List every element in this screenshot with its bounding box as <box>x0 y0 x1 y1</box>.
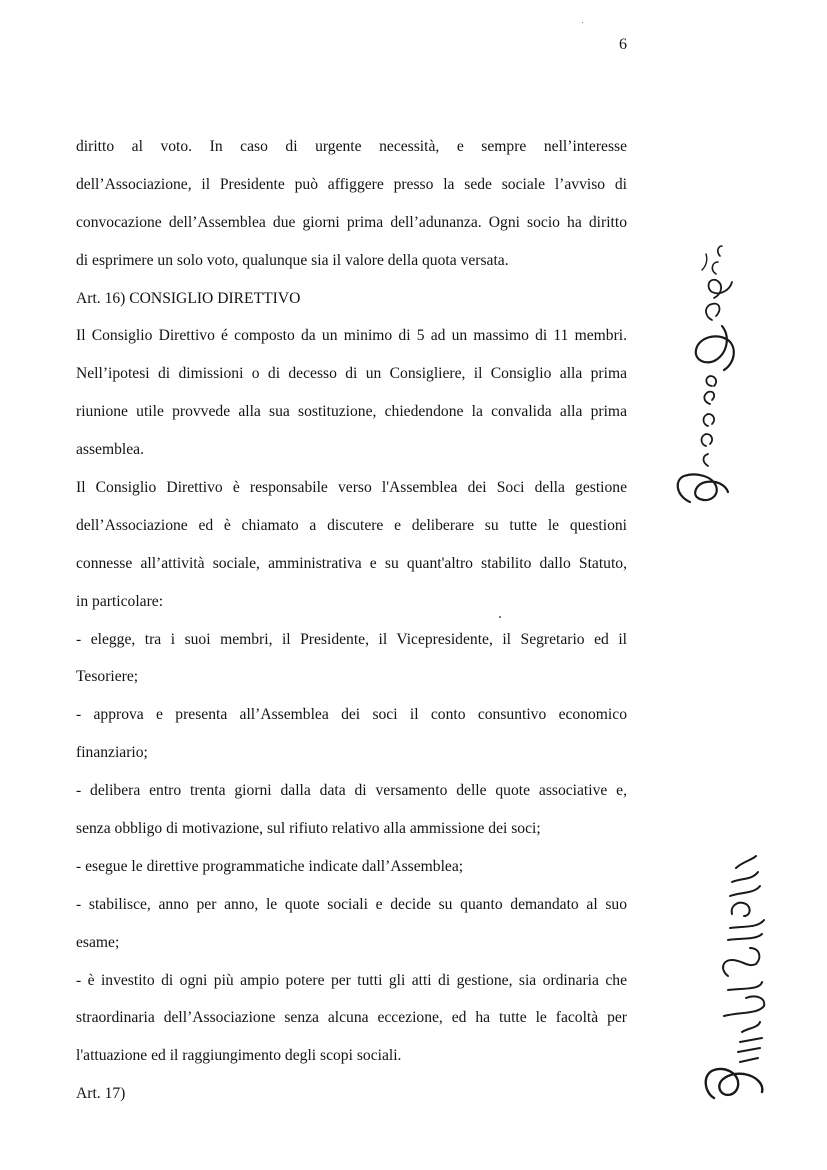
text-line: Il Consiglio Direttivo é composto da un minimo di 5 ad un massimo di 11 membri. <box>76 327 627 345</box>
text-line: Art. 17) <box>76 1085 126 1103</box>
text-line: - approva e presenta all’Assemblea dei soci il conto consuntivo economico <box>76 706 627 724</box>
text-line: in particolare: <box>76 592 164 610</box>
text-line: Tesoriere; <box>76 668 139 686</box>
text-line: assemblea. <box>76 441 144 459</box>
text-line: - stabilisce, anno per anno, le quote sociali e decide su quanto demandato al suo <box>76 895 627 913</box>
text-line: Il Consiglio Direttivo è responsabile verso l'Assemblea dei Soci della gestione <box>76 479 627 497</box>
page-number: 6 <box>619 36 627 53</box>
text-line: Nell’ipotesi di dimissioni o di decesso di un Consigliere, il Consiglio alla prima <box>76 365 627 383</box>
text-line: Art. 16) CONSIGLIO DIRETTIVO <box>76 289 301 307</box>
text-line: senza obbligo di motivazione, sul rifiuto relativo alla ammissione dei soci; <box>76 820 541 838</box>
text-line: finanziario; <box>76 744 148 762</box>
text-line: - è investito di ogni più ampio potere per tutti gli atti di gestione, sia ordinaria che <box>76 971 627 989</box>
text-line: - delibera entro trenta giorni dalla data di versamento delle quote associative e, <box>76 782 627 800</box>
document-body <box>76 128 627 1113</box>
text-line: l'attuazione ed il raggiungimento degli scopi sociali. <box>76 1047 402 1065</box>
handwritten-signature-upper <box>672 240 748 510</box>
text-line: esame; <box>76 933 120 951</box>
text-line: - elegge, tra i suoi membri, il Presidente, il Vicepresidente, il Segretario ed il <box>76 630 627 648</box>
text-line: diritto al voto. In caso di urgente necessità, e sempre nell’interesse <box>76 138 627 155</box>
handwritten-signature-lower <box>700 852 774 1102</box>
scan-speck <box>582 22 583 23</box>
text-line: dell’Associazione, il Presidente può affiggere presso la sede sociale l’avviso di <box>76 175 627 193</box>
text-line: straordinaria dell’Associazione senza alcuna eccezione, ed ha tutte le facoltà per <box>76 1009 627 1027</box>
text-line: dell’Associazione ed è chiamato a discutere e deliberare su tutte le questioni <box>76 516 627 534</box>
text-line: - esegue le direttive programmatiche indicate dall’Assemblea; <box>76 857 464 875</box>
text-line: connesse all’attività sociale, amministrativa e su quant'altro stabilito dallo Statuto, <box>76 554 627 572</box>
scan-speck <box>499 616 501 618</box>
text-line: convocazione dell’Assemblea due giorni prima dell’adunanza. Ogni socio ha diritto <box>76 213 627 231</box>
text-line: riunione utile provvede alla sua sostituzione, chiedendone la convalida alla prima <box>76 403 627 421</box>
text-line: di esprimere un solo voto, qualunque sia il valore della quota versata. <box>76 251 509 269</box>
